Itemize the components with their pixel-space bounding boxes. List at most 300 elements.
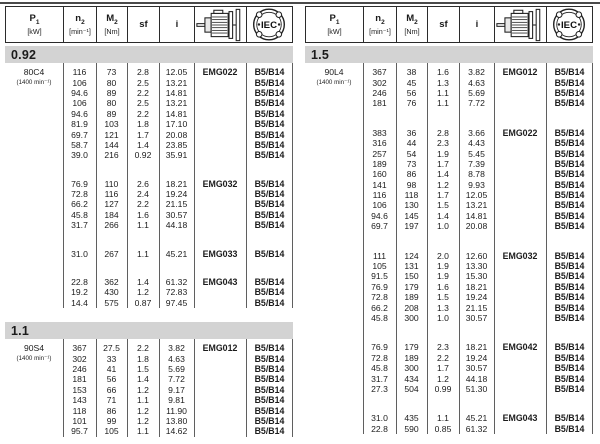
cell-i: 23.85	[165, 139, 188, 150]
cell-i: 7.39	[468, 158, 485, 169]
cell-sf: 2.3	[437, 342, 449, 353]
cell-m2: 89	[106, 108, 117, 119]
col-header-n2: $n_2$ [min⁻¹]	[63, 7, 96, 42]
cell-sf: 1.4	[137, 374, 149, 385]
flange-code: B5/B14	[254, 209, 285, 220]
gearbox-model: EMG032	[502, 250, 538, 261]
flange-code: B5/B14	[554, 363, 585, 374]
cell-sf: 1.7	[437, 158, 449, 169]
cell-n2: 94.6	[71, 87, 88, 98]
power-value: 1.5	[311, 47, 329, 62]
column-divider	[159, 63, 160, 308]
ratio-block	[5, 277, 293, 308]
cell-i: 97.45	[165, 297, 188, 308]
cell-n2: 101	[72, 415, 87, 426]
flange-code: B5/B14	[254, 374, 285, 385]
cell-i: 35.91	[165, 150, 188, 161]
column-divider	[159, 339, 160, 437]
cell-sf: 1.6	[437, 281, 449, 292]
flange-code: B5/B14	[254, 405, 285, 416]
column-divider	[396, 63, 397, 434]
table-row	[305, 180, 593, 190]
table-row	[5, 426, 293, 436]
cell-n2: 14.4	[71, 297, 88, 308]
cell-i: 14.81	[165, 108, 188, 119]
cell-m2: 575	[104, 297, 119, 308]
cell-n2: 72.8	[71, 189, 88, 200]
cell-n2: 106	[372, 200, 387, 211]
cell-m2: 73	[106, 67, 117, 78]
flange-code: B5/B14	[254, 150, 285, 161]
flange-code: B5/B14	[254, 384, 285, 395]
cell-m2: 184	[104, 209, 119, 220]
flange-code: B5/B14	[254, 343, 285, 354]
flange-code: B5/B14	[554, 77, 585, 88]
table-row	[305, 424, 593, 434]
cell-n2: 141	[372, 179, 387, 190]
cell-i: 5.69	[168, 364, 185, 374]
cell-i: 13.80	[165, 415, 188, 426]
flange-code: B5/B14	[554, 210, 585, 221]
cell-m2: 103	[104, 119, 119, 130]
cell-m2: 504	[404, 383, 419, 394]
gearbox-model: EMG042	[502, 342, 538, 353]
ratio-block	[305, 250, 593, 323]
cell-sf: 1.5	[437, 200, 449, 211]
flange-code: B5/B14	[554, 281, 585, 292]
flange-code: B5/B14	[554, 313, 585, 323]
cell-sf: 0.87	[134, 297, 152, 308]
cell-n2: 72.8	[371, 292, 388, 303]
column-divider	[194, 339, 195, 437]
cell-i: 30.57	[465, 313, 488, 323]
ratio-block	[5, 67, 293, 161]
gearbox-model: EMG022	[202, 67, 238, 78]
cell-m2: 45	[406, 77, 417, 88]
cell-i: 3.82	[468, 67, 485, 78]
cell-i: 13.30	[465, 261, 488, 272]
cell-n2: 31.0	[71, 248, 88, 259]
column-divider	[459, 63, 460, 434]
cell-n2: 45.8	[71, 209, 88, 220]
flange-code: B5/B14	[254, 108, 285, 119]
cell-i: 12.05	[465, 190, 488, 201]
cell-sf: 2.3	[437, 138, 449, 149]
cell-n2: 105	[372, 261, 387, 272]
flange-code: B5/B14	[254, 287, 285, 298]
cell-n2: 116	[72, 67, 87, 78]
cell-n2: 31.0	[371, 413, 388, 424]
column-divider	[592, 63, 593, 434]
flange-code: B5/B14	[254, 98, 285, 109]
cell-m2: 56	[106, 374, 117, 385]
cell-i: 19.24	[465, 352, 488, 363]
cell-sf: 1.2	[437, 373, 449, 384]
gearbox-model: EMG043	[502, 413, 538, 424]
cell-sf: 1.2	[137, 287, 149, 298]
cell-sf: 2.5	[137, 98, 149, 109]
cell-i: 5.69	[468, 87, 485, 98]
cell-n2: 367	[72, 343, 87, 354]
cell-n2: 45.8	[371, 363, 388, 374]
cell-sf: 1.0	[437, 221, 449, 232]
flange-code: B5/B14	[554, 292, 585, 303]
flange-code: B5/B14	[554, 342, 585, 353]
cell-n2: 189	[372, 158, 387, 169]
cell-m2: 179	[404, 281, 419, 292]
cell-i: 13.21	[465, 200, 488, 211]
table-row	[5, 298, 293, 308]
flange-code: B5/B14	[554, 250, 585, 261]
table-row	[305, 200, 593, 210]
cell-i: 12.60	[465, 250, 488, 261]
cell-i: 17.10	[165, 119, 188, 130]
section-body	[5, 339, 293, 437]
motor-code: 90L4	[324, 66, 344, 77]
section-body	[5, 63, 293, 308]
cell-sf: 2.2	[137, 108, 149, 119]
cell-i: 19.24	[465, 292, 488, 303]
table-row	[5, 109, 293, 119]
cell-m2: 362	[104, 277, 119, 288]
cell-n2: 302	[372, 77, 387, 88]
flange-code: B5/B14	[554, 87, 585, 98]
table-row	[5, 140, 293, 150]
cell-sf: 2.2	[437, 352, 449, 363]
col-header-p1: $P_1$ [kW]	[27, 12, 42, 37]
cell-i: 14.62	[165, 426, 188, 437]
gearmotor-icon	[194, 7, 246, 42]
cell-n2: 94.6	[371, 210, 388, 221]
cell-n2: 27.3	[371, 383, 388, 394]
cell-m2: 99	[106, 415, 117, 426]
flange-code: B5/B14	[554, 352, 585, 363]
cell-sf: 1.1	[137, 248, 149, 259]
cell-m2: 124	[404, 250, 419, 261]
table-row	[5, 374, 293, 384]
cell-i: 14.81	[165, 87, 188, 98]
cell-m2: 216	[104, 150, 119, 161]
cell-n2: 22.8	[371, 423, 388, 434]
column-divider	[246, 63, 247, 308]
cell-n2: 31.7	[371, 373, 388, 384]
cell-i: 72.83	[165, 287, 188, 298]
cell-sf: 1.8	[137, 119, 149, 130]
gearbox-model: EMG043	[202, 277, 238, 288]
cell-i: 51.30	[465, 383, 488, 394]
flange-code: B5/B14	[254, 139, 285, 150]
power-value: 0.92	[11, 47, 37, 62]
cell-i: 4.63	[168, 353, 185, 364]
motor-label-cell	[5, 79, 63, 86]
col-header-m2: $M_2$ [Nm]	[396, 7, 427, 42]
cell-i: 4.63	[468, 77, 485, 88]
flange-code: B5/B14	[254, 87, 285, 98]
cell-n2: 302	[72, 353, 87, 364]
cell-sf: 1.0	[437, 313, 449, 323]
cell-sf: 2.2	[137, 87, 149, 98]
cell-sf: 1.4	[137, 277, 149, 288]
cell-n2: 69.7	[71, 129, 88, 140]
column-divider	[427, 63, 428, 434]
cell-n2: 181	[72, 374, 87, 385]
column-divider	[63, 339, 64, 437]
cell-sf: 1.1	[437, 98, 449, 109]
cell-m2: 89	[106, 87, 117, 98]
cell-m2: 189	[404, 352, 419, 363]
cell-m2: 145	[404, 210, 419, 221]
cell-n2: 22.8	[71, 277, 88, 288]
ratio-block	[305, 342, 593, 394]
flange-code: B5/B14	[554, 169, 585, 180]
gearmotor-icon	[494, 7, 546, 42]
flange-code: B5/B14	[554, 67, 585, 78]
column-divider	[127, 63, 128, 308]
cell-n2: 160	[372, 169, 387, 180]
table-row	[305, 169, 593, 179]
col-header-m2: $M_2$ [Nm]	[96, 7, 127, 42]
flange-code: B5/B14	[254, 67, 285, 78]
ratio-block	[305, 413, 593, 434]
cell-n2: 66.2	[371, 302, 388, 313]
cell-i: 4.43	[468, 138, 485, 149]
cell-m2: 144	[104, 139, 119, 150]
cell-sf: 2.6	[137, 178, 149, 189]
table-row	[5, 395, 293, 405]
gearbox-model: EMG032	[202, 178, 238, 189]
flange-code: B5/B14	[554, 158, 585, 169]
cell-i: 45.21	[165, 248, 188, 259]
power-value: 1.1	[11, 323, 29, 338]
cell-m2: 267	[104, 248, 119, 259]
cell-m2: 41	[106, 364, 117, 374]
cell-i: 20.08	[465, 221, 488, 232]
cell-i: 30.57	[465, 363, 488, 374]
gearbox-model: EMG012	[502, 67, 538, 78]
cell-sf: 1.5	[137, 364, 149, 374]
motor-speed: (1400 min⁻¹)	[316, 79, 352, 87]
cell-m2: 110	[104, 178, 119, 189]
col-header-sf: sf	[427, 7, 459, 42]
table-row	[5, 189, 293, 199]
col-header-n2: $n_2$ [min⁻¹]	[363, 7, 396, 42]
cell-m2: 189	[404, 292, 419, 303]
table-row	[5, 199, 293, 209]
cell-m2: 179	[404, 342, 419, 353]
cell-m2: 150	[404, 271, 419, 282]
flange-code: B5/B14	[254, 395, 285, 406]
table-row	[305, 250, 593, 260]
motor-code: 90S4	[23, 342, 45, 353]
cell-n2: 72.8	[371, 352, 388, 363]
ratio-block	[5, 179, 293, 231]
col-header-sf: sf	[127, 7, 159, 42]
motor-label-cell	[305, 79, 363, 86]
cell-m2: 127	[104, 199, 119, 210]
flange-code: B5/B14	[554, 413, 585, 424]
cell-m2: 590	[404, 423, 419, 434]
cell-i: 11.90	[166, 405, 187, 416]
cell-m2: 54	[406, 148, 417, 159]
flange-code: B5/B14	[554, 373, 585, 384]
col-header-i: i	[159, 7, 194, 42]
cell-sf: 2.2	[137, 199, 149, 210]
cell-m2: 131	[404, 261, 419, 272]
flange-code: B5/B14	[554, 423, 585, 434]
table-row	[5, 287, 293, 297]
cell-m2: 430	[104, 287, 119, 298]
flange-code: B5/B14	[254, 297, 285, 308]
cell-n2: 45.8	[371, 313, 388, 323]
motor-code: 80C4	[23, 66, 45, 77]
cell-sf: 0.92	[134, 150, 152, 161]
cell-m2: 80	[106, 77, 117, 88]
cell-sf: 2.2	[137, 343, 149, 354]
table-row	[305, 384, 593, 394]
cell-m2: 44	[406, 138, 417, 149]
table-row	[5, 248, 293, 258]
table-row	[305, 363, 593, 373]
flange-code: B5/B14	[254, 220, 285, 231]
table-row	[5, 343, 293, 353]
col-header-p1: $P_1$ [kW]	[327, 12, 342, 37]
column-divider	[546, 63, 547, 434]
cell-i: 21.15	[465, 302, 488, 313]
cell-i: 18.21	[165, 178, 188, 189]
cell-n2: 367	[372, 67, 387, 78]
table-row	[5, 150, 293, 160]
cell-i: 9.93	[468, 179, 485, 190]
table-row	[305, 98, 593, 108]
column-divider	[96, 63, 97, 308]
column-divider	[63, 63, 64, 308]
cell-i: 30.57	[165, 209, 188, 220]
table-row	[5, 119, 293, 129]
cell-i: 13.21	[165, 77, 188, 88]
table-row	[5, 67, 293, 77]
table-row	[305, 413, 593, 423]
table-row	[305, 342, 593, 352]
column-divider	[127, 339, 128, 437]
cell-i: 5.45	[468, 148, 485, 159]
table-row	[305, 190, 593, 200]
cell-n2: 76.9	[371, 342, 388, 353]
cell-n2: 76.9	[71, 178, 88, 189]
cell-i: 13.21	[165, 98, 188, 109]
cell-m2: 73	[406, 158, 417, 169]
cell-i: 19.24	[165, 189, 188, 200]
cell-m2: 300	[404, 363, 419, 374]
table-row	[5, 364, 293, 374]
cell-m2: 27.5	[103, 343, 120, 354]
cell-sf: 1.2	[437, 179, 449, 190]
flange-code: B5/B14	[254, 415, 285, 426]
cell-sf: 1.2	[137, 384, 149, 395]
flange-code: B5/B14	[554, 190, 585, 201]
cell-sf: 1.7	[437, 363, 449, 374]
cell-n2: 106	[72, 98, 87, 109]
cell-m2: 38	[406, 67, 417, 78]
cell-n2: 143	[72, 395, 87, 406]
cell-sf: 0.99	[434, 383, 452, 394]
cell-m2: 36	[406, 127, 417, 138]
cell-i: 61.32	[465, 423, 488, 434]
cell-sf: 1.1	[437, 87, 449, 98]
cell-n2: 257	[372, 148, 387, 159]
cell-n2: 111	[372, 250, 387, 261]
table-row	[305, 261, 593, 271]
column-divider	[96, 339, 97, 437]
gearbox-model: EMG022	[502, 127, 538, 138]
table-row	[305, 88, 593, 98]
cell-m2: 435	[404, 413, 419, 424]
cell-n2: 246	[72, 364, 87, 374]
flange-code: B5/B14	[254, 364, 285, 374]
cell-sf: 1.9	[437, 271, 449, 282]
table-row	[5, 405, 293, 415]
cell-sf: 1.6	[137, 209, 149, 220]
cell-i: 44.18	[165, 220, 188, 231]
cell-m2: 116	[104, 189, 119, 200]
cell-n2: 118	[72, 405, 87, 416]
ratio-block	[305, 67, 593, 109]
cell-i: 9.81	[168, 395, 185, 406]
table-row	[305, 138, 593, 148]
cell-i: 15.30	[465, 271, 488, 282]
cell-i: 21.15	[165, 199, 188, 210]
table-sections	[305, 46, 593, 434]
cell-sf: 1.4	[437, 169, 449, 180]
flange-code: B5/B14	[554, 221, 585, 232]
cell-m2: 76	[406, 98, 417, 109]
ratio-block	[5, 343, 293, 437]
cell-n2: 246	[372, 87, 387, 98]
table-sections	[5, 46, 293, 437]
column-divider	[363, 63, 364, 434]
table-row	[305, 77, 593, 87]
cell-i: 12.05	[165, 67, 188, 78]
cell-m2: 434	[404, 373, 419, 384]
cell-m2: 105	[104, 426, 119, 437]
page-top-rule	[0, 2, 600, 4]
cell-i: 14.81	[465, 210, 488, 221]
flange-code: B5/B14	[554, 127, 585, 138]
table-row	[305, 313, 593, 323]
cell-n2: 39.0	[71, 150, 88, 161]
iec-logo-icon	[246, 7, 291, 42]
column-divider	[494, 63, 495, 434]
ratio-block	[5, 248, 293, 258]
cell-sf: 2.0	[437, 250, 449, 261]
cell-sf: 1.8	[137, 353, 149, 364]
cell-sf: 1.9	[437, 261, 449, 272]
table-row	[305, 128, 593, 138]
cell-m2: 33	[106, 353, 117, 364]
cell-i: 18.21	[465, 281, 488, 292]
flange-code: B5/B14	[254, 248, 285, 259]
table-row	[305, 302, 593, 312]
col-header-i: i	[459, 7, 494, 42]
table-row	[305, 282, 593, 292]
cell-n2: 95.7	[71, 426, 88, 437]
cell-n2: 58.7	[71, 139, 88, 150]
cell-i: 9.17	[168, 384, 185, 395]
cell-sf: 1.3	[437, 302, 449, 313]
table-row	[5, 88, 293, 98]
cell-n2: 383	[372, 127, 387, 138]
power-section-bar	[305, 46, 593, 63]
cell-n2: 153	[72, 384, 87, 395]
